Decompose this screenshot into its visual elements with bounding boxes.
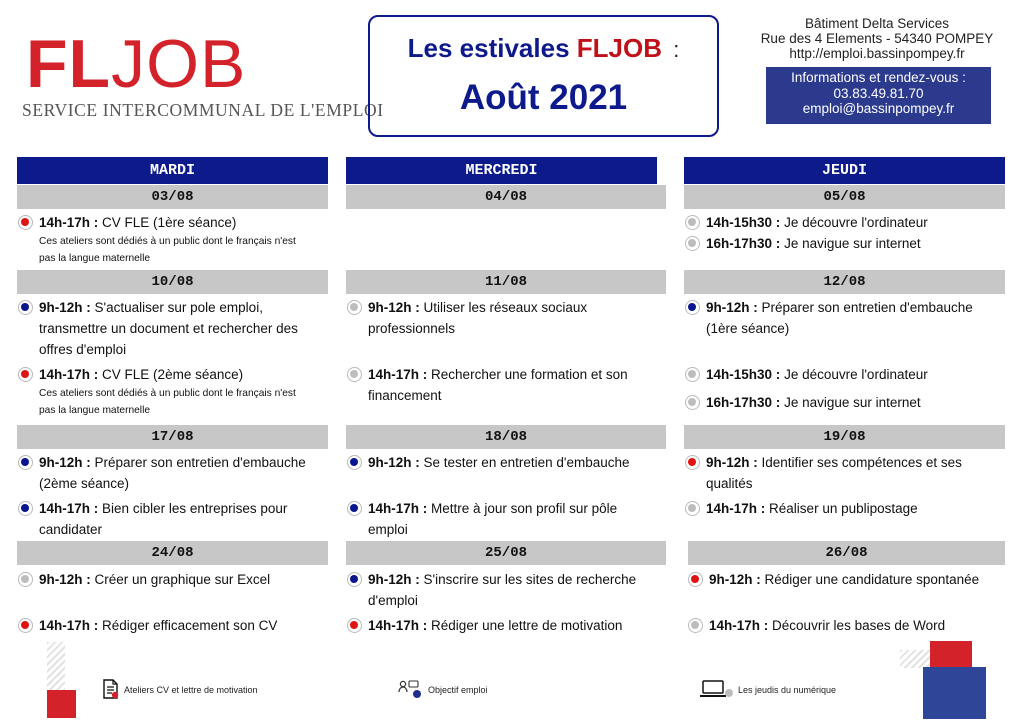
date-bar: 03/08 [17, 185, 328, 209]
session-title: CV FLE (2ème séance) [102, 367, 244, 382]
logo-job: JOB [111, 26, 247, 102]
session-title-cont: (2ème séance) [39, 476, 130, 491]
session-time: 16h-17h30 : [706, 236, 781, 251]
session-time: 14h-15h30 : [706, 367, 781, 382]
session-time: 16h-17h30 : [706, 395, 781, 410]
emploi-category-dot-icon [685, 300, 700, 315]
numerique-category-dot-icon [685, 395, 700, 410]
blue-square-decoration [923, 667, 986, 719]
cv-category-dot-icon [18, 367, 33, 382]
session-time: 9h-12h : [706, 455, 758, 470]
session-title: Rédiger une lettre de motivation [431, 618, 623, 633]
emploi-category-dot-icon [18, 455, 33, 470]
session-time: 14h-17h : [368, 618, 428, 633]
session-item [346, 615, 657, 636]
fljob-logo [22, 26, 384, 130]
document-icon [102, 679, 120, 701]
session-title: Préparer son entretien d'embauche [761, 300, 973, 315]
session-title-cont: candidater [39, 522, 103, 537]
day-header-mercredi: MERCREDI [346, 157, 657, 184]
session-title: Préparer son entretien d'embauche [94, 455, 306, 470]
cv-category-dot-icon [688, 572, 703, 587]
column-mardi [17, 157, 328, 637]
note-line: Ces ateliers sont dédiés à un public dont le français n'est [39, 388, 296, 399]
date-bar: 18/08 [346, 425, 666, 449]
date-bar: 11/08 [346, 270, 666, 294]
session-time: 14h-17h : [368, 367, 428, 382]
session-time: 9h-12h : [368, 572, 420, 587]
note-line: pas la langue maternelle [39, 253, 151, 264]
logo-fl: FL [26, 26, 112, 102]
red-square-decoration [47, 690, 76, 718]
emploi-category-dot-icon [18, 501, 33, 516]
session-title: CV FLE (1ère séance) [102, 215, 237, 230]
session-item [17, 569, 328, 590]
emploi-category-dot-icon [347, 572, 362, 587]
session-title: Je navigue sur internet [784, 395, 921, 410]
session-title-cont: emploi [368, 522, 408, 537]
session-item [17, 498, 328, 540]
date-bar: 10/08 [17, 270, 328, 294]
session-title-cont: professionnels [368, 321, 456, 336]
session-time: 14h-15h30 : [706, 215, 781, 230]
day-header-mardi: MARDI [17, 157, 328, 184]
session-title-cont: offres d'emploi [39, 342, 127, 357]
session-time: 14h-17h : [368, 501, 428, 516]
session-item [684, 364, 995, 385]
session-title: Rédiger efficacement son CV [102, 618, 278, 633]
date-bar: 26/08 [688, 541, 1005, 565]
session-time: 14h-17h : [39, 367, 99, 382]
session-time: 14h-17h : [706, 501, 766, 516]
column-jeudi [684, 157, 995, 637]
session-item [17, 364, 328, 385]
legend-emploi-label: Objectif emploi [428, 685, 488, 695]
session-item [346, 569, 657, 611]
legend-numerique [700, 679, 836, 701]
cv-category-dot-icon [347, 618, 362, 633]
title-month: Août 2021 [459, 78, 628, 117]
session-item [346, 498, 657, 540]
session-title: Rédiger une candidature spontanée [764, 572, 980, 587]
session-item [687, 569, 998, 590]
legend-cv-label: Ateliers CV et lettre de motivation [124, 685, 258, 695]
session-item [684, 498, 995, 519]
session-item [346, 452, 657, 473]
title-prefix: Les estivales [407, 33, 570, 63]
interview-icon [398, 679, 424, 701]
emploi-category-dot-icon [347, 455, 362, 470]
session-item [17, 297, 328, 360]
session-title: Utiliser les réseaux sociaux [423, 300, 588, 315]
session-title: Je découvre l'ordinateur [784, 215, 928, 230]
session-title: Découvrir les bases de Word [772, 618, 946, 633]
session-item [346, 297, 657, 339]
session-item [17, 615, 328, 636]
session-time: 9h-12h : [39, 572, 91, 587]
numerique-category-dot-icon [685, 215, 700, 230]
date-bar: 05/08 [684, 185, 1005, 209]
address-website-link[interactable]: http://emploi.bassinpompey.fr [789, 46, 965, 61]
contact-email-link[interactable]: emploi@bassinpompey.fr [802, 101, 955, 116]
emploi-category-dot-icon [18, 300, 33, 315]
session-title-cont: d'emploi [368, 593, 418, 608]
session-title: Créer un graphique sur Excel [94, 572, 271, 587]
session-title: Se tester en entretien d'embauche [423, 455, 630, 470]
session-item [684, 233, 995, 254]
session-title-cont: financement [368, 388, 442, 403]
address-building: Bâtiment Delta Services [804, 16, 950, 31]
session-title: Mettre à jour son profil sur pôle [431, 501, 618, 516]
cv-category-dot-icon [18, 618, 33, 633]
session-title: Bien cibler les entreprises pour [102, 501, 288, 516]
numerique-category-dot-icon [685, 501, 700, 516]
date-bar: 19/08 [684, 425, 1005, 449]
red-square-decoration [930, 641, 972, 667]
note-line: pas la langue maternelle [39, 405, 151, 416]
session-item [346, 364, 657, 406]
session-title-cont: transmettre un document et rechercher des [39, 321, 298, 336]
session-item [684, 392, 995, 413]
logo-wordmark [26, 26, 247, 102]
session-title: S'inscrire sur les sites de recherche [423, 572, 637, 587]
session-item [684, 452, 995, 494]
session-title: Je navigue sur internet [784, 236, 921, 251]
numerique-category-dot-icon [688, 618, 703, 633]
session-time: 9h-12h : [368, 300, 420, 315]
session-note [39, 385, 329, 419]
laptop-icon [700, 679, 734, 701]
numerique-category-dot-icon [347, 300, 362, 315]
numerique-category-dot-icon [685, 367, 700, 382]
column-mercredi [346, 157, 657, 637]
emploi-category-dot-icon [347, 501, 362, 516]
session-time: 14h-17h : [709, 618, 769, 633]
date-bar: 04/08 [346, 185, 666, 209]
cv-category-dot-icon [18, 215, 33, 230]
contact-info-box [766, 67, 991, 124]
session-item [687, 615, 998, 636]
session-item [684, 297, 995, 339]
title-colon: : [673, 37, 680, 62]
legend-numerique-label: Les jeudis du numérique [738, 685, 837, 695]
date-bar: 17/08 [17, 425, 328, 449]
session-title: Identifier ses compétences et ses [761, 455, 962, 470]
day-header-jeudi: JEUDI [684, 157, 1005, 184]
session-time: 9h-12h : [39, 300, 91, 315]
legend-emploi [398, 679, 488, 701]
session-time: 14h-17h : [39, 618, 99, 633]
session-time: 9h-12h : [709, 572, 761, 587]
session-title: Réaliser un publipostage [769, 501, 918, 516]
contact-heading: Informations et rendez-vous : [791, 70, 966, 85]
session-title: Rechercher une formation et son [431, 367, 628, 382]
session-item [684, 212, 995, 233]
session-time: 9h-12h : [706, 300, 758, 315]
session-time: 9h-12h : [39, 455, 91, 470]
session-title: S'actualiser sur pole emploi, [94, 300, 263, 315]
date-bar: 24/08 [17, 541, 328, 565]
address-street: Rue des 4 Elements - 54340 POMPEY [760, 31, 994, 46]
address-block [752, 16, 1002, 61]
numerique-category-dot-icon [18, 572, 33, 587]
session-title-cont: (1ère séance) [706, 321, 790, 336]
contact-phone[interactable]: 03.83.49.81.70 [833, 85, 924, 101]
numerique-category-dot-icon [685, 236, 700, 251]
date-bar: 12/08 [684, 270, 1005, 294]
legend-cv [102, 679, 258, 701]
session-note [39, 233, 329, 267]
cv-category-dot-icon [685, 455, 700, 470]
numerique-category-dot-icon [347, 367, 362, 382]
title-line [370, 33, 717, 64]
session-time: 9h-12h : [368, 455, 420, 470]
session-item [17, 452, 328, 494]
title-brand: FLJOB [576, 33, 662, 63]
note-line: Ces ateliers sont dédiés à un public dont le français n'est [39, 236, 296, 247]
logo-subtitle: SERVICE INTERCOMMUNAL DE L'EMPLOI [22, 100, 384, 120]
hatch-decoration [47, 642, 65, 690]
session-title-cont: qualités [706, 476, 753, 491]
date-bar: 25/08 [346, 541, 666, 565]
session-time: 14h-17h : [39, 501, 99, 516]
session-title: Je découvre l'ordinateur [784, 367, 928, 382]
session-item [17, 212, 328, 233]
hatch-decoration [900, 650, 932, 668]
title-box [368, 15, 719, 137]
session-time: 14h-17h : [39, 215, 99, 230]
